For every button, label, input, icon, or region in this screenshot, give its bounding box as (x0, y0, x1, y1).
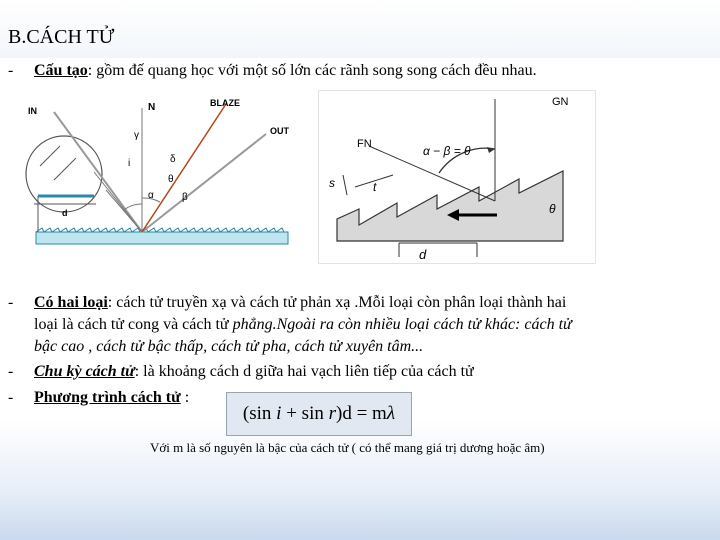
grating-equation (226, 392, 412, 436)
bullet-text-line2a: loại là cách tử cong và cách tử (34, 316, 233, 333)
bullet-equation (8, 387, 189, 409)
grating-grooves (36, 228, 284, 232)
label-n: N (148, 102, 156, 113)
formula-part: + sin (286, 403, 324, 424)
label-in: IN (28, 106, 37, 116)
bullet-text: : là khoảng cách d giữa hai vạch liên tiếp của cách tử (134, 363, 474, 380)
bullet-dash: - (8, 363, 14, 380)
bullet-label: Chu kỳ cách tử (34, 363, 135, 380)
bullet-text: : gồm đế quang học với một số lớn các rãnh song song cách đều nhau. (87, 62, 537, 79)
formula-lambda: λ (386, 403, 396, 424)
magnifier-circle (26, 136, 102, 212)
label-blaze: BLAZE (210, 98, 240, 108)
bullet-period (8, 361, 474, 383)
grating-base (36, 232, 288, 244)
ray-out (142, 134, 266, 232)
bullet-text-line2b: phẳng.Ngoài ra còn nhiều loại cách tử khác: cách tử (232, 316, 572, 333)
background-gradient (0, 420, 720, 540)
bullet-types (8, 292, 674, 358)
bullet-label: Có hai loại (34, 294, 108, 311)
label-beta: β (182, 192, 188, 203)
label-delta: δ (170, 154, 176, 165)
bullet-dash: - (8, 389, 14, 406)
bullet-dash: - (8, 294, 14, 311)
figure-blazed-profile (318, 90, 596, 264)
label-d: d (62, 208, 68, 218)
bullet-text-line1: : cách tử truyền xạ và cách tử phản xạ .Mỗi loại còn phân loại thành hai (107, 294, 567, 311)
bullet-text: : (180, 389, 190, 406)
label-gn: GN (552, 96, 569, 108)
label-d: d (419, 247, 427, 262)
formula-part: )d = m (336, 403, 387, 424)
formula-i: i (276, 403, 282, 424)
bullet-label: Phương trình cách tử (34, 389, 181, 406)
label-theta: θ (168, 174, 174, 185)
bullet-label: Cấu tạo (34, 62, 88, 79)
formula-r: r (328, 403, 336, 424)
label-equation: α − β = θ (423, 144, 471, 158)
label-gamma: γ (134, 130, 139, 141)
bullet-structure (8, 60, 537, 82)
blaze-line (142, 104, 226, 232)
page-title: B.CÁCH TỬ (8, 26, 115, 48)
formula-part: (sin (242, 403, 272, 424)
bullet-text-line3: bậc cao , cách tử bậc thấp, cách tử pha, cách tử xuyên tâm... (34, 338, 424, 355)
figure-grating-reflection (24, 94, 294, 254)
label-alpha: α (148, 190, 154, 201)
label-out: OUT (270, 126, 289, 136)
label-s: s (329, 176, 335, 190)
label-fn: FN (357, 138, 372, 150)
label-i: i (128, 158, 131, 169)
label-theta: θ (549, 202, 556, 216)
label-t: t (373, 180, 377, 194)
note-order: Với m là số nguyên là bậc của cách tử ( có thể mang giá trị dương hoặc âm) (150, 440, 545, 455)
bullet-dash: - (8, 62, 14, 79)
